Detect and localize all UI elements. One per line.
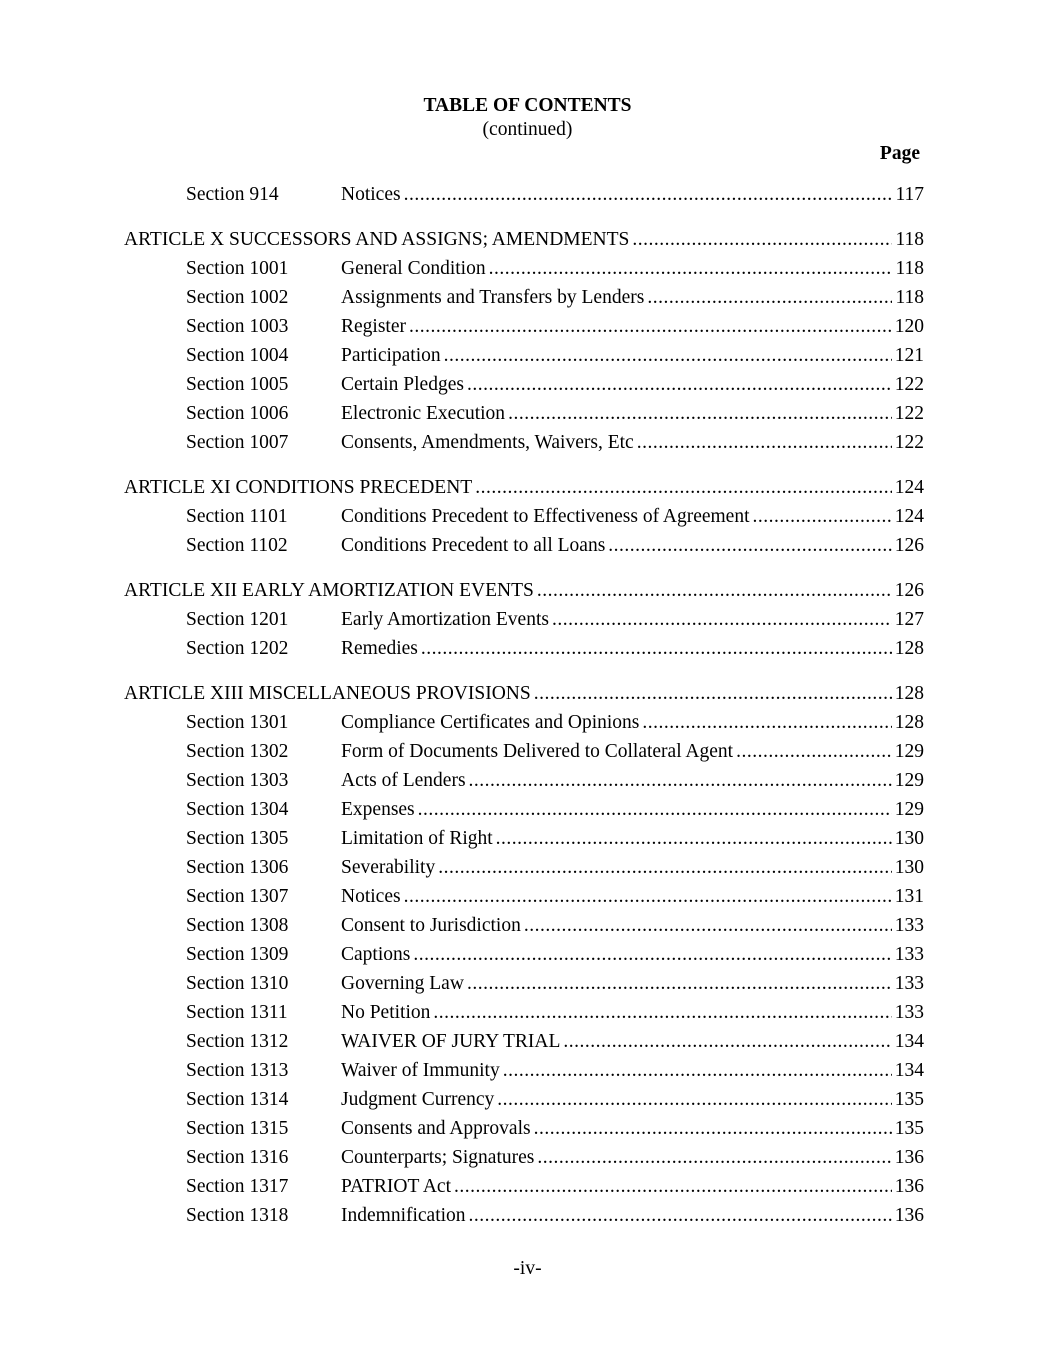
- toc-article-row: [0, 473, 1055, 502]
- section-number: Section 1303: [186, 770, 289, 791]
- page-number: 130: [894, 828, 924, 849]
- section-title: Governing Law: [341, 973, 464, 994]
- page-number: 135: [894, 1089, 924, 1110]
- page-number: 133: [894, 944, 924, 965]
- section-title: Register: [341, 316, 406, 337]
- toc-entry: [341, 531, 924, 560]
- section-title: Certain Pledges: [341, 374, 464, 395]
- toc-section-row: [0, 853, 1055, 882]
- section-title: Electronic Execution: [341, 403, 506, 424]
- toc-entry: [341, 254, 924, 283]
- toc-section-row: [0, 428, 1055, 457]
- toc-section-row: [0, 312, 1055, 341]
- section-title: Waiver of Immunity: [341, 1060, 500, 1081]
- article-title: ARTICLE XIII MISCELLANEOUS PROVISIONS: [124, 683, 531, 704]
- toc-section-row: [0, 531, 1055, 560]
- page-number: 122: [894, 374, 924, 395]
- dot-leader: [608, 531, 891, 560]
- toc-section-row: [0, 502, 1055, 531]
- dot-leader: [534, 1114, 892, 1143]
- toc-entry: [341, 1114, 924, 1143]
- toc-section-row: [0, 766, 1055, 795]
- toc-section-row: [0, 180, 1055, 209]
- dot-leader: [497, 1085, 891, 1114]
- section-title: Consents, Amendments, Waivers, Etc: [341, 432, 634, 453]
- section-number: Section 1007: [186, 432, 289, 453]
- toc-entry: [341, 1085, 924, 1114]
- page-number: 127: [894, 609, 924, 630]
- dot-leader: [563, 1027, 891, 1056]
- page-number: 128: [894, 638, 924, 659]
- section-number: Section 1002: [186, 287, 289, 308]
- toc-entry: [341, 853, 924, 882]
- toc-subtitle: (continued): [482, 119, 573, 140]
- toc-entry: [341, 708, 924, 737]
- dot-leader: [736, 737, 892, 766]
- dot-leader: [469, 1201, 892, 1230]
- toc-article-row: [0, 225, 1055, 254]
- toc-section-row: [0, 969, 1055, 998]
- section-title: Expenses: [341, 799, 415, 820]
- section-title: Remedies: [341, 638, 418, 659]
- toc-entry: [124, 225, 924, 254]
- toc-entry: [341, 634, 924, 663]
- section-number: Section 1317: [186, 1176, 289, 1197]
- toc-section-row: [0, 824, 1055, 853]
- toc-section-row: [0, 737, 1055, 766]
- section-number: Section 1202: [186, 638, 289, 659]
- page-number: 122: [894, 403, 924, 424]
- page-number: 120: [894, 316, 924, 337]
- toc-section-row: [0, 1085, 1055, 1114]
- page-number: 134: [894, 1031, 924, 1052]
- dot-leader: [537, 576, 892, 605]
- article-title: ARTICLE X SUCCESSORS AND ASSIGNS; AMENDMENTS: [124, 229, 630, 250]
- section-title: Indemnification: [341, 1205, 466, 1226]
- page-number: 135: [894, 1118, 924, 1139]
- section-title: Conditions Precedent to all Loans: [341, 535, 606, 556]
- section-title: Captions: [341, 944, 411, 965]
- section-number: Section 1308: [186, 915, 289, 936]
- page-number: 130: [894, 857, 924, 878]
- toc-section-row: [0, 605, 1055, 634]
- page-number: 124: [894, 506, 924, 527]
- toc-section-row: [0, 795, 1055, 824]
- toc-article-row: [0, 679, 1055, 708]
- page-number: 133: [894, 1002, 924, 1023]
- toc-section-row: [0, 341, 1055, 370]
- toc-entry: [124, 473, 924, 502]
- section-number: Section 1315: [186, 1118, 289, 1139]
- toc-entry: [341, 1027, 924, 1056]
- page-number: 122: [894, 432, 924, 453]
- page-number: 128: [894, 712, 924, 733]
- section-title: Early Amortization Events: [341, 609, 549, 630]
- toc-section-row: [0, 882, 1055, 911]
- toc-entry: [341, 766, 924, 795]
- section-number: Section 1102: [186, 535, 288, 556]
- page-number: 131: [894, 886, 924, 907]
- dot-leader: [537, 1143, 891, 1172]
- dot-leader: [469, 766, 892, 795]
- dot-leader: [467, 969, 892, 998]
- toc-entry: [341, 1056, 924, 1085]
- section-title: Limitation of Right: [341, 828, 493, 849]
- dot-leader: [433, 998, 891, 1027]
- section-number: Section 1301: [186, 712, 289, 733]
- section-number: Section 1314: [186, 1089, 289, 1110]
- dot-leader: [632, 225, 892, 254]
- section-number: Section 914: [186, 184, 279, 205]
- toc-list: [0, 180, 1055, 1230]
- page-number: 128: [894, 683, 924, 704]
- dot-leader: [454, 1172, 892, 1201]
- section-title: Form of Documents Delivered to Collateral Agent: [341, 741, 734, 762]
- toc-entry: [341, 370, 924, 399]
- page-number: 124: [894, 477, 924, 498]
- page-number: 129: [894, 770, 924, 791]
- dot-leader: [642, 708, 891, 737]
- toc-entry: [341, 1172, 924, 1201]
- page-number: 121: [894, 345, 924, 366]
- section-number: Section 1003: [186, 316, 289, 337]
- article-title: ARTICLE XI CONDITIONS PRECEDENT: [124, 477, 473, 498]
- dot-leader: [534, 679, 892, 708]
- section-title: Conditions Precedent to Effectiveness of Agreement: [341, 506, 750, 527]
- toc-entry: [341, 283, 924, 312]
- section-number: Section 1310: [186, 973, 289, 994]
- dot-leader: [475, 473, 892, 502]
- toc-section-row: [0, 370, 1055, 399]
- page-number: 134: [894, 1060, 924, 1081]
- toc-entry: [341, 180, 924, 209]
- page-number: 118: [895, 287, 924, 308]
- dot-leader: [418, 795, 892, 824]
- dot-leader: [467, 370, 892, 399]
- dot-leader: [753, 502, 892, 531]
- toc-entry: [341, 1201, 924, 1230]
- toc-entry: [341, 824, 924, 853]
- dot-leader: [438, 853, 892, 882]
- dot-leader: [524, 911, 892, 940]
- dot-leader: [637, 428, 892, 457]
- section-title: Compliance Certificates and Opinions: [341, 712, 640, 733]
- page-number: 136: [894, 1205, 924, 1226]
- dot-leader: [413, 940, 891, 969]
- toc-section-row: [0, 634, 1055, 663]
- section-title: Severability: [341, 857, 436, 878]
- dot-leader: [444, 341, 892, 370]
- toc-section-row: [0, 399, 1055, 428]
- section-title: Counterparts; Signatures: [341, 1147, 535, 1168]
- section-number: Section 1302: [186, 741, 289, 762]
- dot-leader: [421, 634, 892, 663]
- dot-leader: [503, 1056, 892, 1085]
- section-number: Section 1309: [186, 944, 289, 965]
- toc-section-row: [0, 708, 1055, 737]
- section-title: PATRIOT Act: [341, 1176, 451, 1197]
- section-number: Section 1101: [186, 506, 288, 527]
- dot-leader: [404, 180, 893, 209]
- toc-entry: [341, 795, 924, 824]
- page-number: 118: [895, 258, 924, 279]
- toc-entry: [124, 576, 924, 605]
- section-number: Section 1312: [186, 1031, 289, 1052]
- dot-leader: [508, 399, 892, 428]
- section-number: Section 1313: [186, 1060, 289, 1081]
- section-title: Consent to Jurisdiction: [341, 915, 521, 936]
- section-number: Section 1306: [186, 857, 289, 878]
- toc-section-row: [0, 1027, 1055, 1056]
- toc-entry: [341, 882, 924, 911]
- dot-leader: [404, 882, 892, 911]
- section-title: No Petition: [341, 1002, 431, 1023]
- toc-section-row: [0, 254, 1055, 283]
- section-title: Participation: [341, 345, 441, 366]
- section-title: Notices: [341, 886, 401, 907]
- section-title: Acts of Lenders: [341, 770, 466, 791]
- section-number: Section 1005: [186, 374, 289, 395]
- section-number: Section 1305: [186, 828, 289, 849]
- dot-leader: [647, 283, 892, 312]
- page-number: 129: [894, 799, 924, 820]
- section-title: Notices: [341, 184, 401, 205]
- section-number: Section 1006: [186, 403, 289, 424]
- toc-section-row: [0, 1114, 1055, 1143]
- dot-leader: [552, 605, 892, 634]
- toc-entry: [341, 998, 924, 1027]
- section-number: Section 1311: [186, 1002, 288, 1023]
- page-number: 126: [894, 580, 924, 601]
- toc-entry: [124, 679, 924, 708]
- page-number: 133: [894, 915, 924, 936]
- section-number: Section 1304: [186, 799, 289, 820]
- section-title: Consents and Approvals: [341, 1118, 531, 1139]
- toc-section-row: [0, 911, 1055, 940]
- toc-entry: [341, 399, 924, 428]
- section-title: Assignments and Transfers by Lenders: [341, 287, 645, 308]
- toc-entry: [341, 502, 924, 531]
- section-number: Section 1004: [186, 345, 289, 366]
- page-number: 136: [894, 1147, 924, 1168]
- toc-entry: [341, 940, 924, 969]
- toc-section-row: [0, 1172, 1055, 1201]
- section-number: Section 1316: [186, 1147, 289, 1168]
- section-number: Section 1001: [186, 258, 289, 279]
- section-number: Section 1201: [186, 609, 289, 630]
- section-number: Section 1307: [186, 886, 289, 907]
- page-number: 129: [894, 741, 924, 762]
- dot-leader: [496, 824, 892, 853]
- toc-entry: [341, 605, 924, 634]
- toc-entry: [341, 737, 924, 766]
- toc-section-row: [0, 998, 1055, 1027]
- page-number: 136: [894, 1176, 924, 1197]
- article-title: ARTICLE XII EARLY AMORTIZATION EVENTS: [124, 580, 534, 601]
- section-title: WAIVER OF JURY TRIAL: [341, 1031, 561, 1052]
- section-title: General Condition: [341, 258, 486, 279]
- section-number: Section 1318: [186, 1205, 289, 1226]
- toc-entry: [341, 428, 924, 457]
- dot-leader: [489, 254, 893, 283]
- page-number: 126: [894, 535, 924, 556]
- page-number-footer: -iv-: [513, 1258, 542, 1279]
- toc-article-row: [0, 576, 1055, 605]
- toc-title: TABLE OF CONTENTS: [423, 95, 632, 116]
- toc-entry: [341, 341, 924, 370]
- page-number: 133: [894, 973, 924, 994]
- toc-entry: [341, 911, 924, 940]
- toc-entry: [341, 1143, 924, 1172]
- page-number: 118: [895, 229, 924, 250]
- dot-leader: [409, 312, 892, 341]
- section-title: Judgment Currency: [341, 1089, 495, 1110]
- page-column-label: Page: [879, 143, 920, 164]
- toc-section-row: [0, 283, 1055, 312]
- toc-section-row: [0, 1201, 1055, 1230]
- toc-entry: [341, 969, 924, 998]
- toc-entry: [341, 312, 924, 341]
- toc-section-row: [0, 940, 1055, 969]
- toc-section-row: [0, 1143, 1055, 1172]
- toc-section-row: [0, 1056, 1055, 1085]
- page-number: 117: [895, 184, 924, 205]
